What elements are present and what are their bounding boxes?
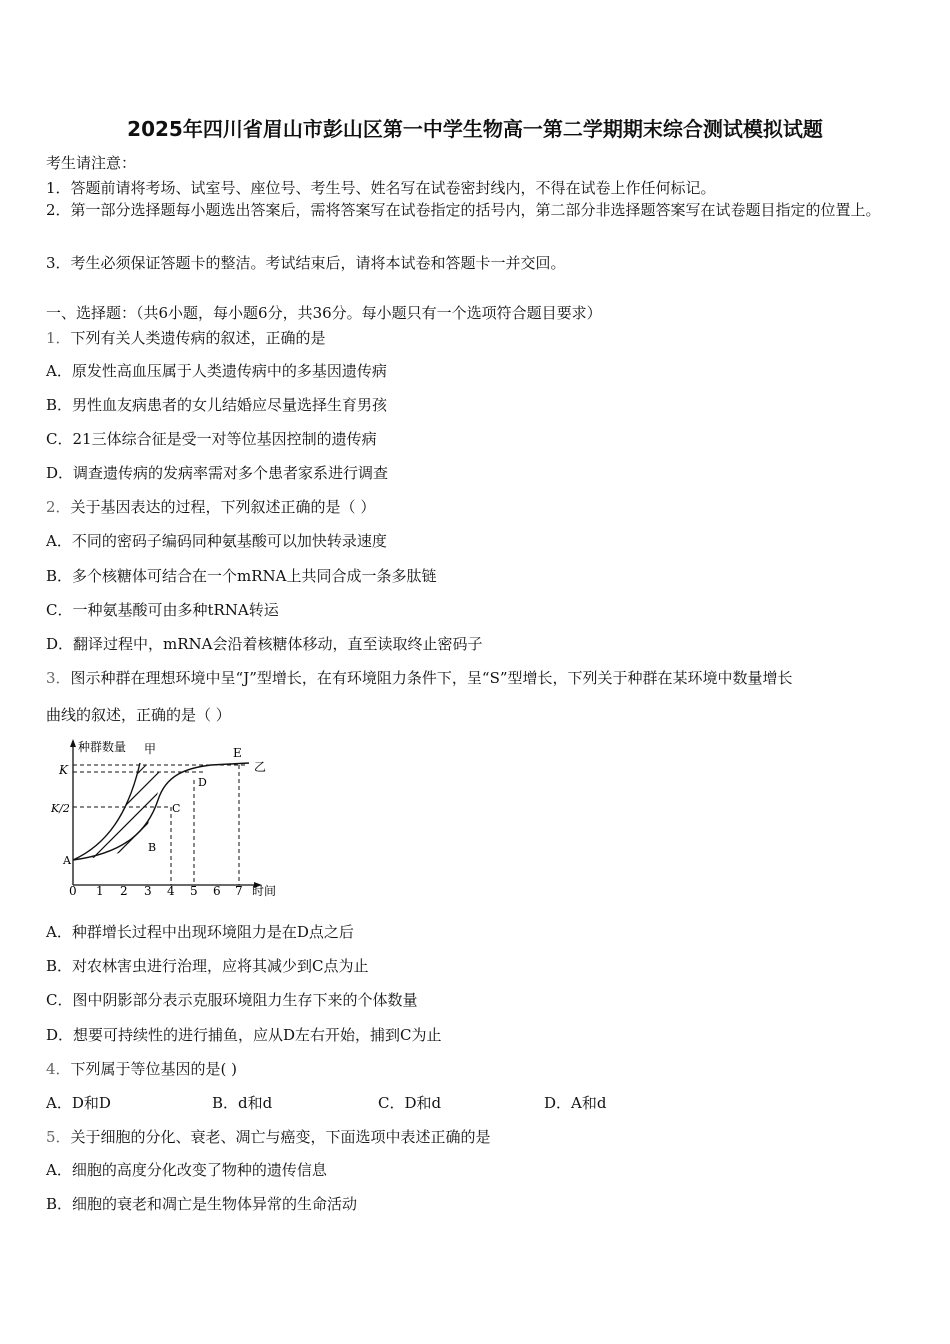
x-tick-label: 7 — [235, 884, 243, 898]
y-tick-label: K — [59, 763, 68, 777]
s-curve — [73, 763, 249, 860]
q4-option-a: A．D和D — [46, 1094, 111, 1112]
q1-option-b: B．男性血友病患者的女儿结婚应尽量选择生育男孩 — [46, 396, 388, 414]
q1-option-c: C．21三体综合征是受一对等位基因控制的遗传病 — [46, 430, 377, 448]
q5-option-b: B．细胞的衰老和凋亡是生物体异常的生命活动 — [46, 1195, 358, 1213]
x-axis-label: 时间 — [252, 884, 277, 898]
x-tick-label: 2 — [120, 884, 128, 898]
notice-item-3: 3．考生必须保证答题卡的整洁。考试结束后，请将本试卷和答题卡一并交回。 — [46, 254, 566, 272]
question-number: 4． — [46, 1060, 71, 1078]
j-curve — [73, 763, 140, 860]
question-number: 2． — [46, 498, 71, 516]
q3-option-c: C．图中阴影部分表示克服环境阻力生存下来的个体数量 — [46, 991, 418, 1009]
question-5 — [46, 1126, 491, 1147]
point-label-e: E — [233, 746, 242, 760]
notice-header: 考生请注意： — [46, 154, 137, 172]
shaded-region — [46, 765, 266, 885]
q4-option-c: C．D和d — [378, 1094, 442, 1112]
y-tick-label: K/2 — [51, 802, 70, 815]
series-label-jia: 甲 — [144, 742, 157, 756]
section-heading: 一、选择题：（共6小题，每小题6分，共36分。每小题只有一个选项符合题目要求） — [46, 304, 602, 322]
question-2 — [46, 496, 375, 517]
x-tick-label: 5 — [190, 884, 198, 898]
question-number: 1． — [46, 329, 71, 347]
q4-option-d: D．A和d — [544, 1094, 607, 1112]
question-4 — [46, 1058, 237, 1079]
q3-option-d: D．想要可持续性的进行捕鱼，应从D左右开始，捕到C为止 — [46, 1026, 442, 1044]
x-tick-label: 6 — [213, 884, 221, 898]
question-number: 5． — [46, 1128, 71, 1146]
x-tick-label: 4 — [167, 884, 175, 898]
question-stem: 图示种群在理想环境中呈“J”型增长，在有环境阻力条件下，呈“S”型增长，下列关于种群在某环境中数量增长 — [70, 669, 793, 687]
q4-options — [46, 1092, 710, 1113]
x-tick-label: 0 — [69, 884, 77, 898]
x-tick-label: 3 — [144, 884, 152, 898]
q2-option-b: B．多个核糖体可结合在一个mRNA上共同合成一条多肽链 — [46, 567, 437, 585]
point-label-d: D — [198, 776, 207, 789]
question-stem: 下列属于等位基因的是( ) — [70, 1060, 238, 1078]
question-stem: 关于细胞的分化、衰老、凋亡与癌变，下面选项中表述正确的是 — [70, 1128, 491, 1146]
series-label-yi: 乙 — [254, 760, 267, 774]
q3-option-b: B．对农林害虫进行治理，应将其减少到C点为止 — [46, 957, 369, 975]
question-1 — [46, 327, 326, 348]
population-growth-chart — [46, 735, 296, 900]
y-axis-arrow-icon — [70, 739, 76, 747]
question-3-stem-cont: 曲线的叙述，正确的是（ ） — [46, 706, 231, 724]
point-label-c: C — [172, 802, 181, 815]
q1-option-d: D．调查遗传病的发病率需对多个患者家系进行调查 — [46, 464, 389, 482]
x-ticks — [69, 884, 243, 898]
question-number: 3． — [46, 669, 71, 687]
guide-lines — [73, 765, 246, 885]
point-label-a: A — [63, 854, 71, 867]
q2-option-c: C．一种氨基酸可由多种tRNA转运 — [46, 601, 279, 619]
question-stem: 下列有关人类遗传病的叙述，正确的是 — [70, 329, 326, 347]
q5-option-a: A．细胞的高度分化改变了物种的遗传信息 — [46, 1161, 327, 1179]
q1-option-a: A．原发性高血压属于人类遗传病中的多基因遗传病 — [46, 362, 387, 380]
question-stem: 关于基因表达的过程，下列叙述正确的是（ ） — [70, 498, 376, 516]
q2-option-a: A．不同的密码子编码同种氨基酸可以加快转录速度 — [46, 532, 387, 550]
question-3 — [46, 667, 793, 688]
page-title: 2025年四川省眉山市彭山区第一中学生物高一第二学期期末综合测试模拟试题 — [127, 117, 823, 141]
notice-item-1: 1．答题前请将考场、试室号、座位号、考生号、姓名写在试卷密封线内，不得在试卷上作任何标记。 — [46, 179, 716, 197]
q4-option-b: B．d和d — [212, 1094, 273, 1112]
point-label-b: B — [148, 841, 157, 854]
q3-option-a: A．种群增长过程中出现环境阻力是在D点之后 — [46, 923, 354, 941]
notice-item-2: 2．第一部分选择题每小题选出答案后，需将答案写在试卷指定的括号内，第二部分非选择题答案写在试卷题目指定的位置上。 — [46, 201, 881, 219]
q2-option-d: D．翻译过程中，mRNA会沿着核糖体移动，直至读取终止密码子 — [46, 635, 483, 653]
x-tick-label: 1 — [96, 884, 104, 898]
y-axis-label: 种群数量 — [78, 740, 127, 754]
